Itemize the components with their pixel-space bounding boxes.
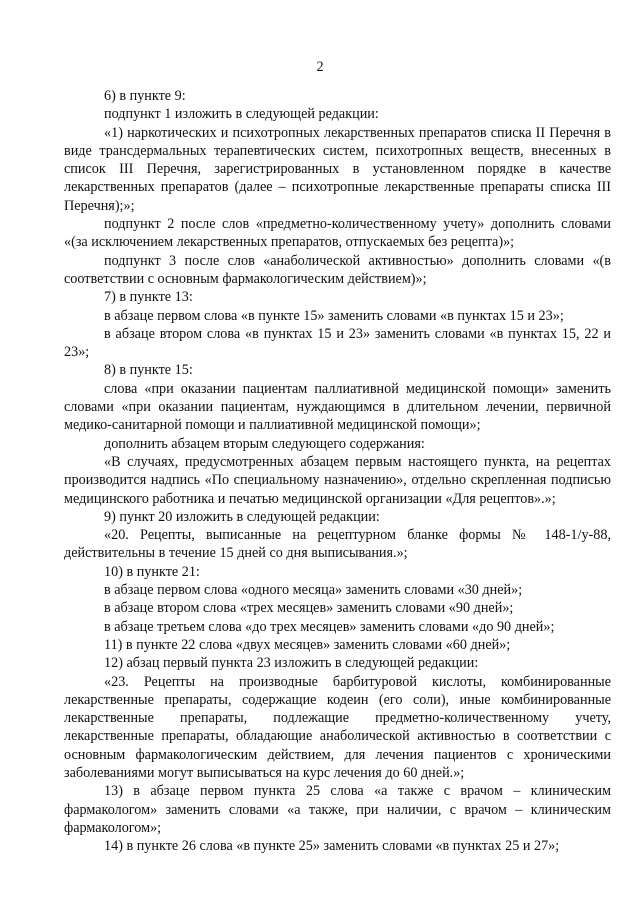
paragraph-item-7-abzac-2: в абзаце втором слова «в пунктах 15 и 23» заменить словами «в пунктах 15, 22 и 23»; bbox=[64, 325, 611, 361]
paragraph-item-11: 11) в пункте 22 слова «двух месяцев» заменить словами «60 дней»; bbox=[104, 636, 511, 653]
paragraph-item-13: 13) в абзаце первом пункта 25 слова «а также с врачом – клиническим фармакологом» заменить словами «а также, при наличии, с врачом – клиническим фармакологом»; bbox=[64, 783, 611, 836]
paragraph-subpoint-1-header: подпункт 1 изложить в следующей редакции: bbox=[104, 106, 379, 123]
paragraph-item-6: 6) в пункте 9: bbox=[104, 88, 186, 104]
paragraph-item-7-abzac-1: в абзаце первом слова «в пункте 15» заменить словами «в пунктах 15 и 23»; bbox=[104, 307, 564, 324]
paragraph-item-8: 8) в пункте 15: bbox=[104, 362, 193, 379]
paragraph-item-8-add: дополнить абзацем вторым следующего содержания: bbox=[104, 435, 425, 452]
paragraph-item-10-abzac-2: в абзаце втором слова «трех месяцев» заменить словами «90 дней»; bbox=[104, 600, 514, 617]
paragraph-subpoint-3: подпункт 3 после слов «анаболической активностью» дополнить словами «(в соответствии с основным фармакологическим действием)»; bbox=[64, 252, 611, 287]
paragraph-item-10-abzac-1: в абзаце первом слова «одного месяца» заменить словами «30 дней»; bbox=[104, 582, 523, 599]
page-number: 2 bbox=[316, 59, 324, 75]
paragraph-item-14: 14) в пункте 26 слова «в пункте 25» заменить словами «в пунктах 25 и 27»; bbox=[104, 838, 560, 855]
paragraph-item-9-quote: «20. Рецепты, выписанные на рецептурном бланке формы № 148-1/у-88, действительны в течение 15 дней со дня выписывания.»; bbox=[64, 527, 611, 562]
paragraph-item-10-abzac-3: в абзаце третьем слова «до трех месяцев» заменить словами «до 90 дней»; bbox=[104, 618, 555, 635]
paragraph-item-10: 10) в пункте 21: bbox=[104, 563, 200, 580]
paragraph-item-12: 12) абзац первый пункта 23 изложить в следующей редакции: bbox=[104, 655, 479, 672]
paragraph-subpoint-1-text: «1) наркотических и психотропных лекарственных препаратов списка II Перечня в виде трансдермальных терапевтических систем, психотропных веществ, внесенных в список III Перечня, зарегистрированных в установленном порядке в качестве лекарственных препаратов (далее – психотропные лекарственные препараты списка III Перечня);»; bbox=[64, 124, 611, 214]
paragraph-item-9: 9) пункт 20 изложить в следующей редакции: bbox=[104, 508, 380, 525]
document-body bbox=[64, 87, 611, 855]
paragraph-item-8-quote: «В случаях, предусмотренных абзацем первым настоящего пункта, на рецептах производится надпись «По специальному назначению», отдельно скрепленная подписью медицинского работника и печатью медицинской организации «Для рецептов».»; bbox=[64, 453, 611, 507]
paragraph-item-12-quote: «23. Рецепты на производные барбитуровой кислоты, комбинированные лекарственные препараты, содержащие кодеин (его соли), иные комбинированные лекарственные препараты, подлежащие предметно-количественному учету, лекарственные препараты, обладающие анаболической активностью в соответствии с основным фармакологическим действием, для лечения пациентов с хроническими заболеваниями могут выписываться на курс лечения до 60 дней.»; bbox=[64, 673, 611, 781]
paragraph-item-8-words: слова «при оказании пациентам паллиативной медицинской помощи» заменить словами «при оказании пациентам, нуждающимся в длительном лечении, первичной медико-санитарной помощи и паллиативной медицинской помощи»; bbox=[64, 380, 611, 434]
paragraph-item-7: 7) в пункте 13: bbox=[104, 289, 193, 306]
paragraph-subpoint-2: подпункт 2 после слов «предметно-количественному учету» дополнить словами «(за исключением лекарственных препаратов, отпускаемых без рецепта)»; bbox=[64, 216, 611, 251]
